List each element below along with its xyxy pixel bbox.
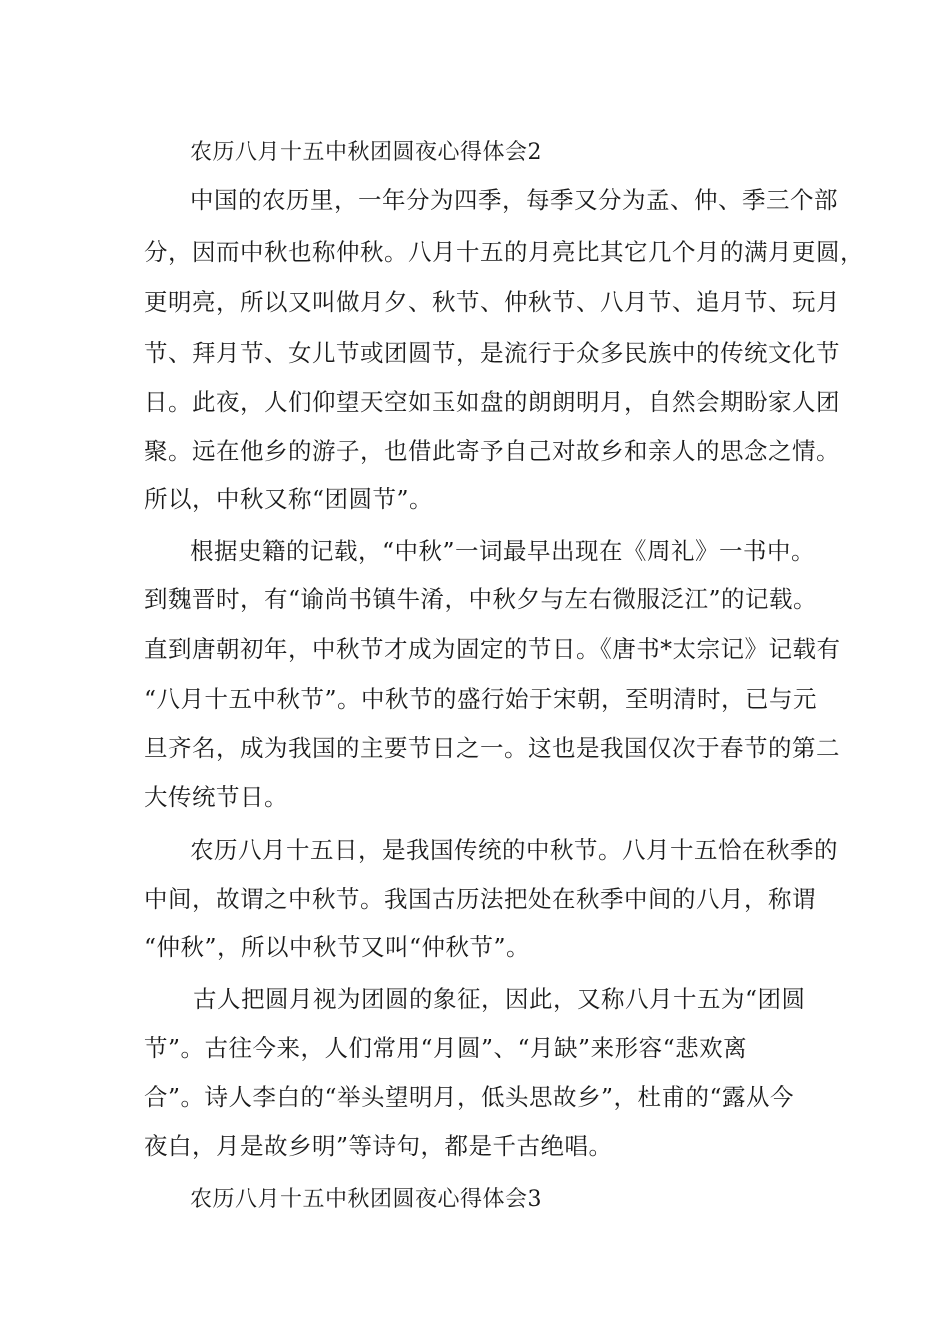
paragraph-3-line-3: “仲秋”，所以中秋节又叫“仲秋节”。 — [144, 933, 531, 961]
paragraph-1-line-2: 分，因而中秋也称仲秋。八月十五的月亮比其它几个月的满月更圆， — [144, 238, 864, 266]
paragraph-4-line-4: 夜白，月是故乡明”等诗句，都是千古绝唱。 — [144, 1132, 613, 1160]
paragraph-1-line-1: 中国的农历里，一年分为四季，每季又分为孟、仲、季三个部 — [190, 186, 838, 214]
paragraph-2-line-6: 大传统节日。 — [144, 783, 288, 811]
paragraph-4-line-1: 古人把圆月视为团圆的象征，因此，又称八月十五为“团圆 — [193, 985, 806, 1013]
paragraph-1-line-7: 所以，中秋又称“团圆节”。 — [144, 485, 434, 513]
paragraph-1-line-5: 日。此夜，人们仰望天空如玉如盘的朗朗明月，自然会期盼家人团 — [144, 388, 840, 416]
paragraph-4-line-2: 节”。古往今来，人们常用“月圆”、“月缺”来形容“悲欢离 — [144, 1034, 748, 1062]
section-heading-3: 农历八月十五中秋团圆夜心得体会3 — [190, 1187, 542, 1212]
paragraph-1-line-3: 更明亮，所以又叫做月夕、秋节、仲秋节、八月节、追月节、玩月 — [144, 288, 840, 316]
paragraph-3-line-1: 农历八月十五日，是我国传统的中秋节。八月十五恰在秋季的 — [190, 836, 838, 864]
paragraph-2-line-1: 根据史籍的记载，“中秋”一词最早出现在《周礼》一书中。 — [190, 537, 816, 565]
section-heading-2: 农历八月十五中秋团圆夜心得体会2 — [190, 140, 542, 165]
paragraph-2-line-4: “八月十五中秋节”。中秋节的盛行始于宋朝，至明清时，已与元 — [144, 685, 818, 713]
paragraph-1-line-4: 节、拜月节、女儿节或团圆节，是流行于众多民族中的传统文化节 — [144, 339, 840, 367]
paragraph-2-line-2: 到魏晋时，有“谕尚书镇牛淆，中秋夕与左右微服泛江”的记载。 — [144, 585, 818, 613]
paragraph-2-line-5: 旦齐名，成为我国的主要节日之一。这也是我国仅次于春节的第二 — [144, 734, 840, 762]
paragraph-4-line-3: 合”。诗人李白的“举头望明月，低头思故乡”，杜甫的“露从今 — [144, 1083, 795, 1111]
paragraph-3-line-2: 中间，故谓之中秋节。我国古历法把处在秋季中间的八月，称谓 — [144, 885, 816, 913]
paragraph-1-line-6: 聚。远在他乡的游子，也借此寄予自己对故乡和亲人的思念之情。 — [144, 437, 840, 465]
paragraph-2-line-3: 直到唐朝初年，中秋节才成为固定的节日。《唐书*太宗记》记载有 — [144, 635, 841, 663]
